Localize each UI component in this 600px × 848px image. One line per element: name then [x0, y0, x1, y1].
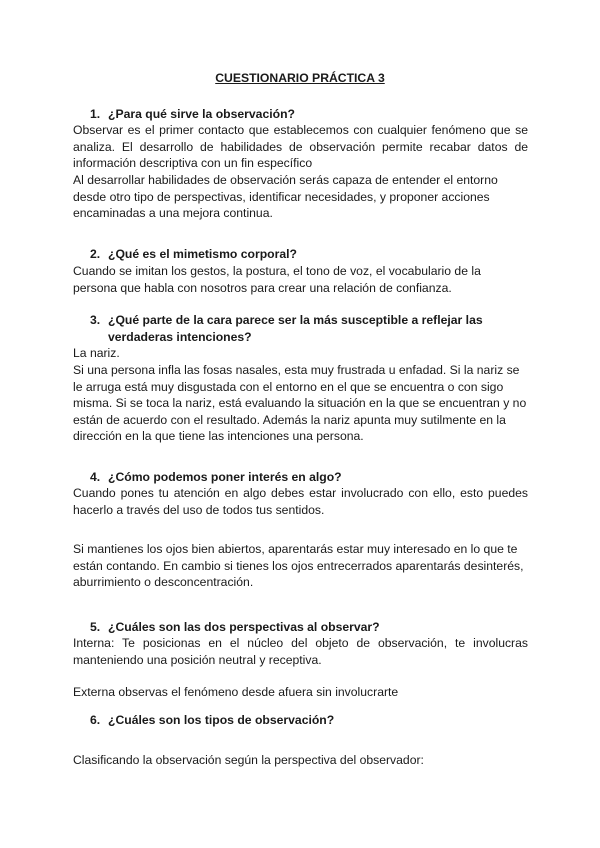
- question-text: ¿Cuáles son los tipos de observación?: [108, 713, 335, 727]
- question-number: 4.: [90, 470, 101, 484]
- answer-paragraph: Interna: Te posicionas en el núcleo del objeto de observación, te involucras manteniendo una posición neutral y receptiva.: [73, 636, 528, 667]
- question-number: 1.: [90, 107, 101, 121]
- question-number: 5.: [90, 620, 101, 634]
- question-number: 2.: [90, 247, 101, 261]
- question-number: 3.: [90, 313, 101, 327]
- question-text: ¿Para qué sirve la observación?: [108, 107, 295, 121]
- question-3: [90, 312, 528, 345]
- answer-paragraph: La nariz.: [73, 346, 120, 360]
- question-number: 6.: [90, 713, 101, 727]
- answer-paragraph: Al desarrollar habilidades de observación serás capaza de entender el entorno desde otro tipo de perspectivas, identificar necesidades, y proponer acciones encaminadas a una mejora continua.: [73, 173, 498, 221]
- question-2: [90, 246, 528, 263]
- answer-paragraph: Observar es el primer contacto que establecemos con cualquier fenómeno que se analiza. El desarrollo de habilidades de observación permite recabar datos de información descriptiva con un fin específico: [73, 123, 528, 171]
- answer-paragraph: Cuando se imitan los gestos, la postura, el tono de voz, el vocabulario de la persona que habla con nosotros para crear una relación de confianza.: [73, 264, 481, 295]
- question-1: [90, 106, 528, 123]
- question-6: [90, 712, 528, 729]
- answer-paragraph: Clasificando la observación según la perspectiva del observador:: [73, 753, 424, 767]
- answer-paragraph: Si mantienes los ojos bien abiertos, aparentarás estar muy interesado en lo que te están contando. En cambio si tienes los ojos entrecerrados aparentarás desinterés, aburrimiento o desconcentración.: [73, 542, 524, 590]
- question-text: ¿Qué es el mimetismo corporal?: [108, 247, 297, 261]
- document-title: CUESTIONARIO PRÁCTICA 3: [215, 71, 385, 85]
- question-4: [90, 469, 528, 486]
- answer-paragraph: Externa observas el fenómeno desde afuera sin involucrarte: [73, 685, 399, 699]
- question-text: ¿Cuáles son las dos perspectivas al observar?: [108, 620, 380, 634]
- question-text: ¿Qué parte de la cara parece ser la más susceptible a reflejar las verdaderas intenciones?: [108, 313, 483, 344]
- question-5: [90, 619, 528, 636]
- answer-paragraph: Si una persona infla las fosas nasales, esta muy frustrada u enfadad. Si la nariz se le arruga está muy disgustada con el entorno en el que se encuentra o con sigo misma. Si se toca la nariz, está evaluando la situación en la que se encuentran y no están de acuerdo con el resultado. Además la nariz apunta muy sutilmente en la dirección en la que tiene las intenciones una persona.: [73, 363, 527, 444]
- answer-paragraph: Cuando pones tu atención en algo debes estar involucrado con ello, esto puedes hacerlo a través del uso de todos tus sentidos.: [73, 486, 528, 517]
- question-text: ¿Cómo podemos poner interés en algo?: [108, 470, 342, 484]
